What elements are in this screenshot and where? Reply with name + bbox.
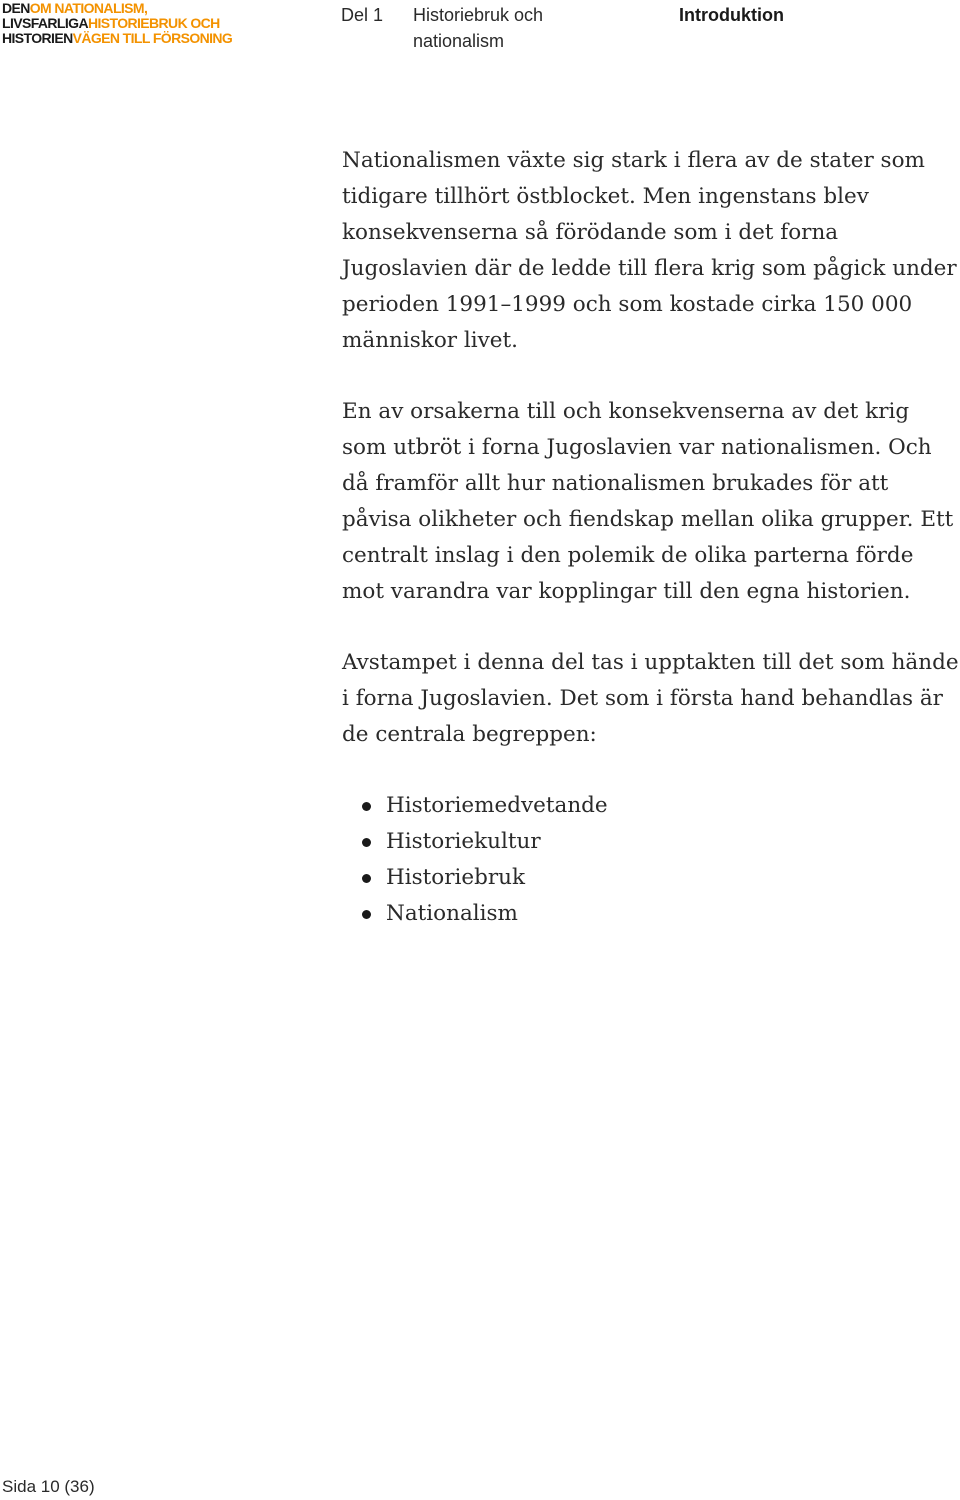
list-item: Historiebruk bbox=[362, 860, 960, 896]
part-label: Del 1 bbox=[341, 5, 384, 25]
page-number: Sida 10 (36) bbox=[2, 1477, 95, 1496]
concept-list bbox=[342, 788, 960, 932]
paragraph-3: Avstampet i denna del tas i upptakten till det som hände i forna Jugoslavien. Det som i första hand behandlas är de centrala begreppen: bbox=[342, 650, 959, 747]
list-item: Historiemedvetande bbox=[362, 788, 960, 824]
bullet-icon bbox=[362, 802, 371, 811]
bullet-icon bbox=[362, 874, 371, 883]
bullet-icon bbox=[362, 910, 371, 919]
body-text bbox=[342, 143, 960, 932]
bullet-icon bbox=[362, 838, 371, 847]
logo-line-2: LIVSFARLIGAHISTORIEBRUK OCH bbox=[2, 15, 220, 31]
paragraph-2: En av orsakerna till och konsekvenserna av det krig som utbröt i forna Jugoslavien var nationalismen. Och då framför allt hur nationalismen brukades för att påvisa olikheter och fiendskap mellan olika grupper. Ett centralt inslag i den polemik de olika parterna förde mot varandra var kopplingar till den egna historien. bbox=[342, 399, 954, 604]
publication-logo bbox=[2, 1, 232, 46]
logo-line-1: DENOM NATIONALISM, bbox=[2, 0, 148, 16]
chapter-title: Introduktion bbox=[679, 5, 784, 25]
logo-line-3: HISTORIENVÄGEN TILL FÖRSONING bbox=[2, 30, 233, 46]
list-item: Nationalism bbox=[362, 896, 960, 932]
section-label: Historiebruk och nationalism bbox=[413, 5, 544, 51]
paragraph-1: Nationalismen växte sig stark i flera av de stater som tidigare tillhört östblocket. Men ingenstans blev konsekvenserna så förödande som i det forna Jugoslavien där de ledde till flera krig som pågick under perioden 1991–1999 och som kostade cirka 150 000 människor livet. bbox=[342, 148, 957, 353]
list-item: Historiekultur bbox=[362, 824, 960, 860]
